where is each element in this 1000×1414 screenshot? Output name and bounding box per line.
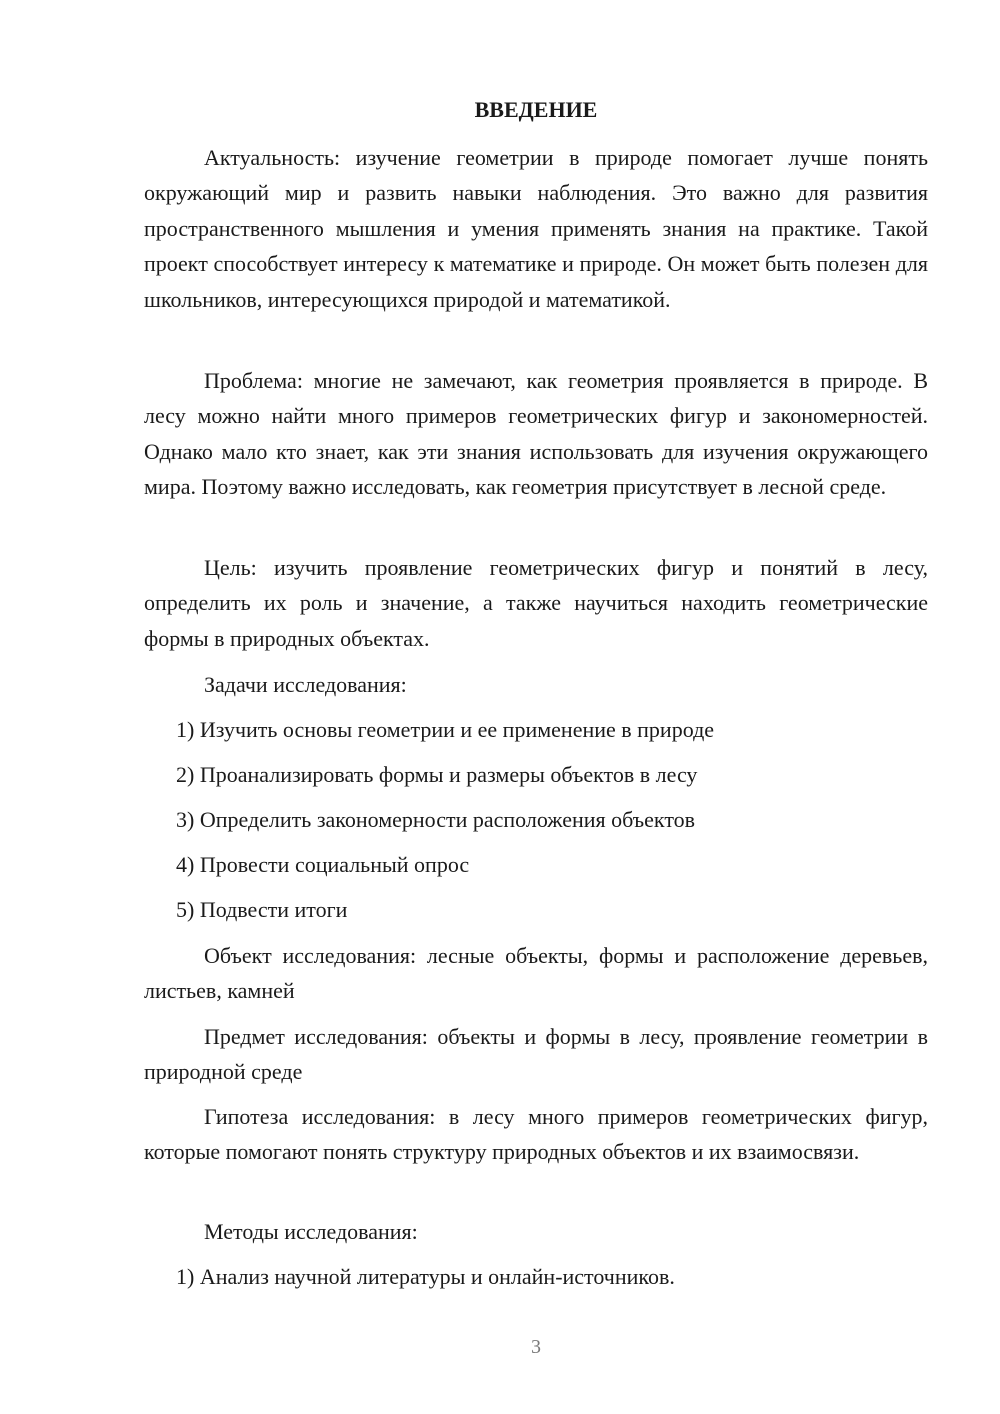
relevance-paragraph: Актуальность: изучение геометрии в природе помогает лучше понять окружающий мир и развить навыки наблюдения. Это важно для развития пространственного мышления и умения применять знания на практике. Такой проект способствует интересу к математике и природе. Он может быть полезен для школьников, интересующихся природой и математикой. <box>144 145 928 312</box>
goal-paragraph: Цель: изучить проявление геометрических фигур и понятий в лесу, определить их роль и значение, а также научиться находить геометрические формы в природных объектах. <box>144 555 928 651</box>
method-item: 1) Анализ научной литературы и онлайн-источников. <box>176 1264 675 1289</box>
task-item: 4) Провести социальный опрос <box>176 852 470 877</box>
problem-paragraph: Проблема: многие не замечают, как геометрия проявляется в природе. В лесу можно найти много примеров геометрических фигур и закономерностей. Однако мало кто знает, как эти знания использовать для изучения окружающего мира. Поэтому важно исследовать, как геометрия присутствует в лесной среде. <box>144 368 928 500</box>
methods-heading: Методы исследования: <box>204 1219 418 1244</box>
tasks-heading: Задачи исследования: <box>204 672 407 697</box>
object-paragraph: Объект исследования: лесные объекты, формы и расположение деревьев, листьев, камней <box>144 943 928 1004</box>
task-item: 1) Изучить основы геометрии и ее применение в природе <box>176 717 715 742</box>
task-item: 2) Проанализировать формы и размеры объектов в лесу <box>176 762 698 787</box>
task-item: 3) Определить закономерности расположения объектов <box>176 807 696 832</box>
page-number: 3 <box>531 1336 541 1358</box>
subject-paragraph: Предмет исследования: объекты и формы в лесу, проявление геометрии в природной среде <box>144 1024 928 1085</box>
task-item: 5) Подвести итоги <box>176 897 348 922</box>
hypothesis-paragraph: Гипотеза исследования: в лесу много примеров геометрических фигур, которые помогают понять структуру природных объектов и их взаимосвязи. <box>144 1104 928 1165</box>
page-title: ВВЕДЕНИЕ <box>474 97 598 122</box>
